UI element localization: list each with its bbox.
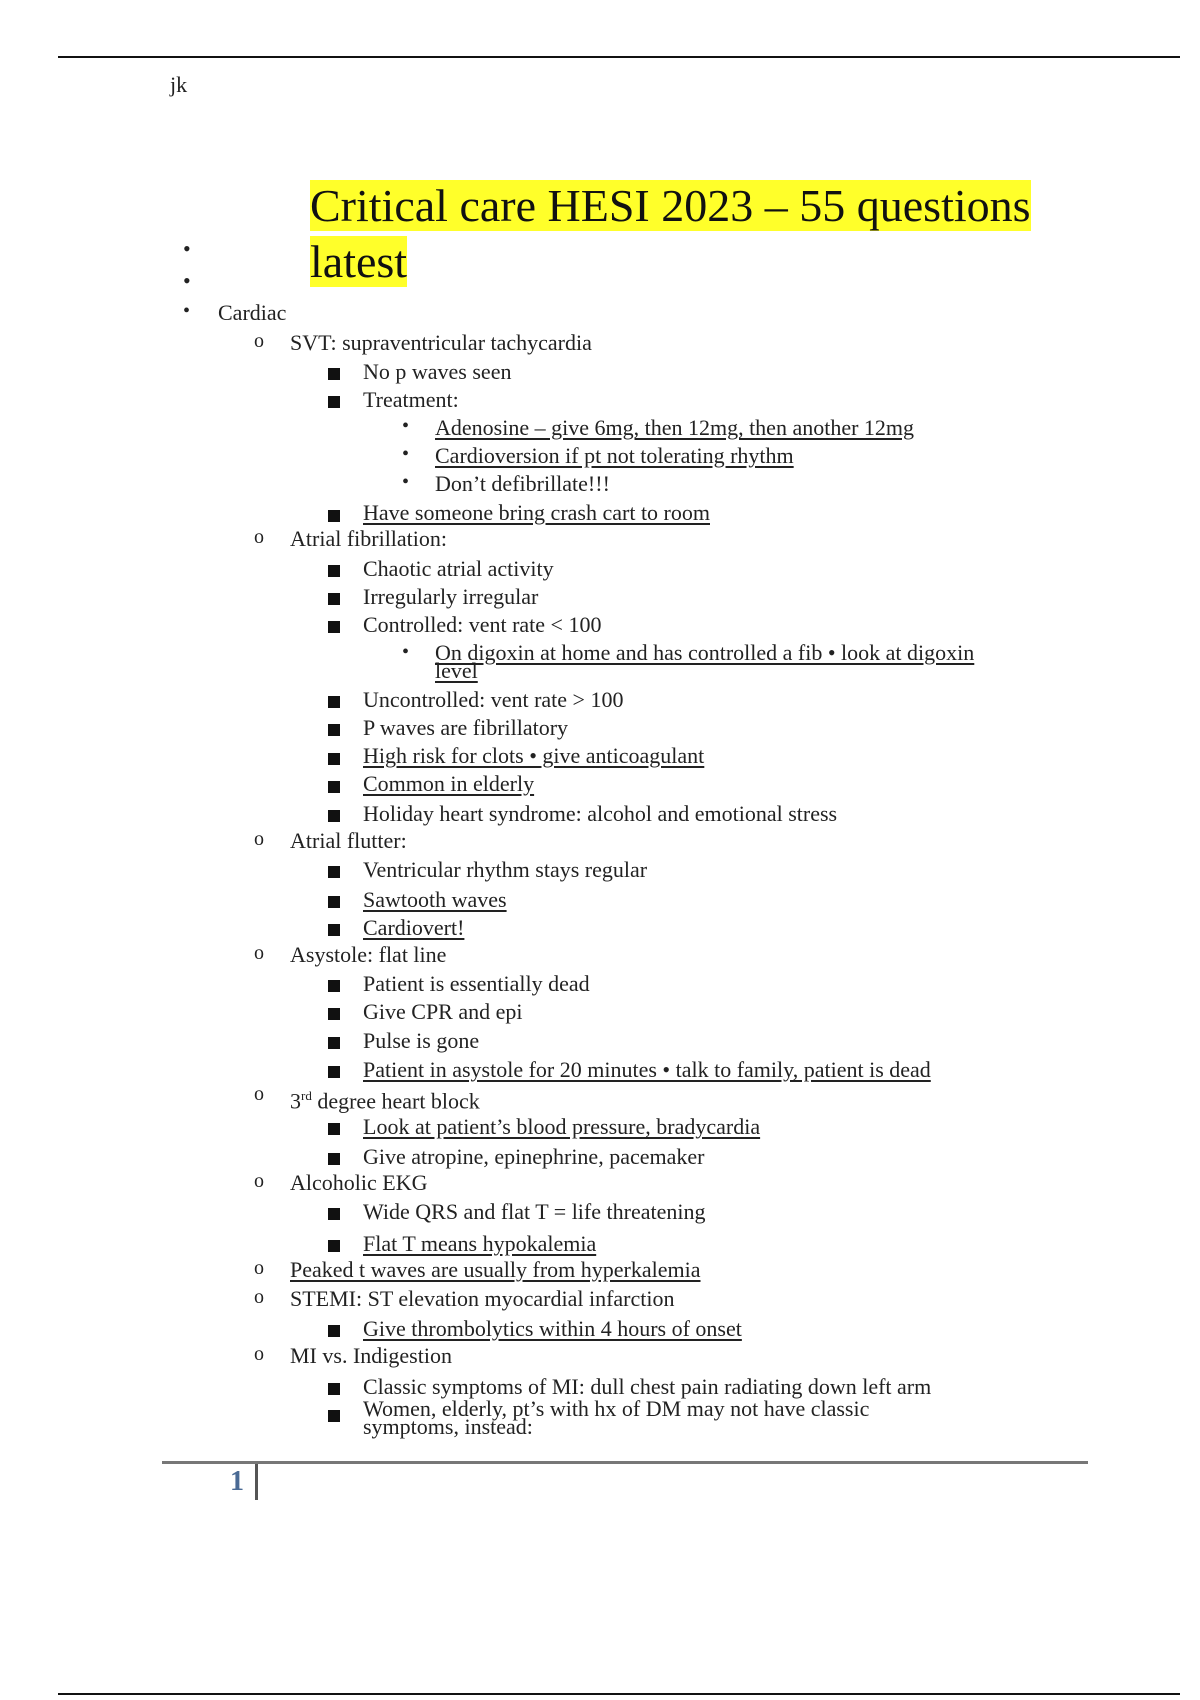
list-item: Give CPR and epi (363, 999, 523, 1024)
bullet-marker: • (402, 471, 410, 493)
square-marker (328, 396, 340, 408)
square-marker (328, 1008, 340, 1020)
square-marker (328, 1153, 340, 1165)
empty-bullet: • (183, 268, 191, 293)
square-marker (328, 810, 340, 822)
square-marker (328, 1123, 340, 1135)
list-item: Holiday heart syndrome: alcohol and emotional stress (363, 801, 838, 826)
list-item: Ventricular rhythm stays regular (363, 857, 648, 882)
list-item: Wide QRS and flat T = life threatening (363, 1199, 706, 1224)
list-item: Sawtooth waves (363, 887, 507, 912)
list-item: Atrial fibrillation: (290, 526, 448, 551)
list-item: Classic symptoms of MI: dull chest pain radiating down left arm (363, 1374, 932, 1399)
list-item: P waves are fibrillatory (363, 715, 569, 740)
title-line-2: latest (310, 236, 408, 287)
circle-marker: o (254, 1257, 264, 1279)
circle-marker: o (254, 828, 264, 850)
square-marker (328, 565, 340, 577)
square-marker (328, 1383, 340, 1395)
square-marker (328, 1410, 340, 1422)
square-marker (328, 753, 340, 765)
list-item: On digoxin at home and has controlled a fib • look at digoxin level (435, 640, 975, 683)
square-marker (328, 924, 340, 936)
square-marker (328, 1240, 340, 1252)
list-item: Patient is essentially dead (363, 971, 590, 996)
header-rule (58, 56, 1180, 58)
list-item: High risk for clots • give anticoagulant (363, 743, 705, 768)
circle-marker: o (254, 330, 264, 352)
circle-marker: o (254, 1083, 264, 1105)
list-item: Controlled: vent rate < 100 (363, 612, 602, 637)
square-marker (328, 510, 340, 522)
list-item: Irregularly irregular (363, 584, 539, 609)
list-item: Chaotic atrial activity (363, 556, 554, 581)
square-marker (328, 896, 340, 908)
square-marker (328, 593, 340, 605)
list-item: Don’t defibrillate!!! (435, 471, 610, 496)
list-item: Give atropine, epinephrine, pacemaker (363, 1144, 705, 1169)
list-item: 3rd degree heart block (290, 1088, 480, 1114)
circle-marker: o (254, 1286, 264, 1308)
list-item: Peaked t waves are usually from hyperkalemia (290, 1257, 701, 1282)
list-item: Give thrombolytics within 4 hours of onset (363, 1316, 742, 1341)
empty-bullet: • (183, 236, 191, 261)
document-title (310, 178, 1090, 290)
list-item: Patient in asystole for 20 minutes • talk to family, patient is dead (363, 1057, 931, 1082)
page-number-divider (255, 1464, 258, 1500)
circle-marker: o (254, 1170, 264, 1192)
list-item: Common in elderly (363, 771, 535, 796)
list-item: Treatment: (363, 387, 459, 412)
list-item: Alcoholic EKG (290, 1170, 428, 1195)
square-marker (328, 866, 340, 878)
list-item: No p waves seen (363, 359, 512, 384)
square-marker (328, 980, 340, 992)
list-item: Cardiac (218, 300, 287, 325)
bullet-marker: • (402, 415, 410, 437)
list-item: Look at patient’s blood pressure, bradycardia (363, 1114, 761, 1139)
circle-marker: o (254, 1343, 264, 1365)
circle-marker: o (254, 942, 264, 964)
list-item: Cardioversion if pt not tolerating rhythm (435, 443, 794, 468)
list-item: Asystole: flat line (290, 942, 447, 967)
bottom-rule (58, 1693, 1180, 1695)
list-item: Have someone bring crash cart to room (363, 500, 710, 525)
list-item: STEMI: ST elevation myocardial infarction (290, 1286, 675, 1311)
list-item: Flat T means hypokalemia (363, 1231, 597, 1256)
circle-marker: o (254, 526, 264, 548)
square-marker (328, 696, 340, 708)
header-text: jk (170, 72, 188, 97)
square-marker (328, 1037, 340, 1049)
list-item: MI vs. Indigestion (290, 1343, 452, 1368)
bullet-marker: • (402, 443, 410, 465)
bullet-marker: • (402, 641, 410, 663)
list-item: Uncontrolled: vent rate > 100 (363, 687, 624, 712)
list-item: Atrial flutter: (290, 828, 407, 853)
page-number: 1 (230, 1466, 244, 1497)
square-marker (328, 368, 340, 380)
list-item: Cardiovert! (363, 915, 465, 940)
square-marker (328, 621, 340, 633)
title-line-1: Critical care HESI 2023 – 55 questions (310, 180, 1031, 231)
square-marker (328, 724, 340, 736)
list-item: Pulse is gone (363, 1028, 480, 1053)
square-marker (328, 1066, 340, 1078)
bullet-marker: • (183, 300, 191, 322)
list-item: Adenosine – give 6mg, then 12mg, then another 12mg (435, 415, 915, 440)
square-marker (328, 1325, 340, 1337)
square-marker (328, 1208, 340, 1220)
list-item: Women, elderly, pt’s with hx of DM may not have classic symptoms, instead: (363, 1396, 870, 1439)
square-marker (328, 781, 340, 793)
list-item: SVT: supraventricular tachycardia (290, 330, 592, 355)
footer-rule (162, 1461, 1088, 1464)
